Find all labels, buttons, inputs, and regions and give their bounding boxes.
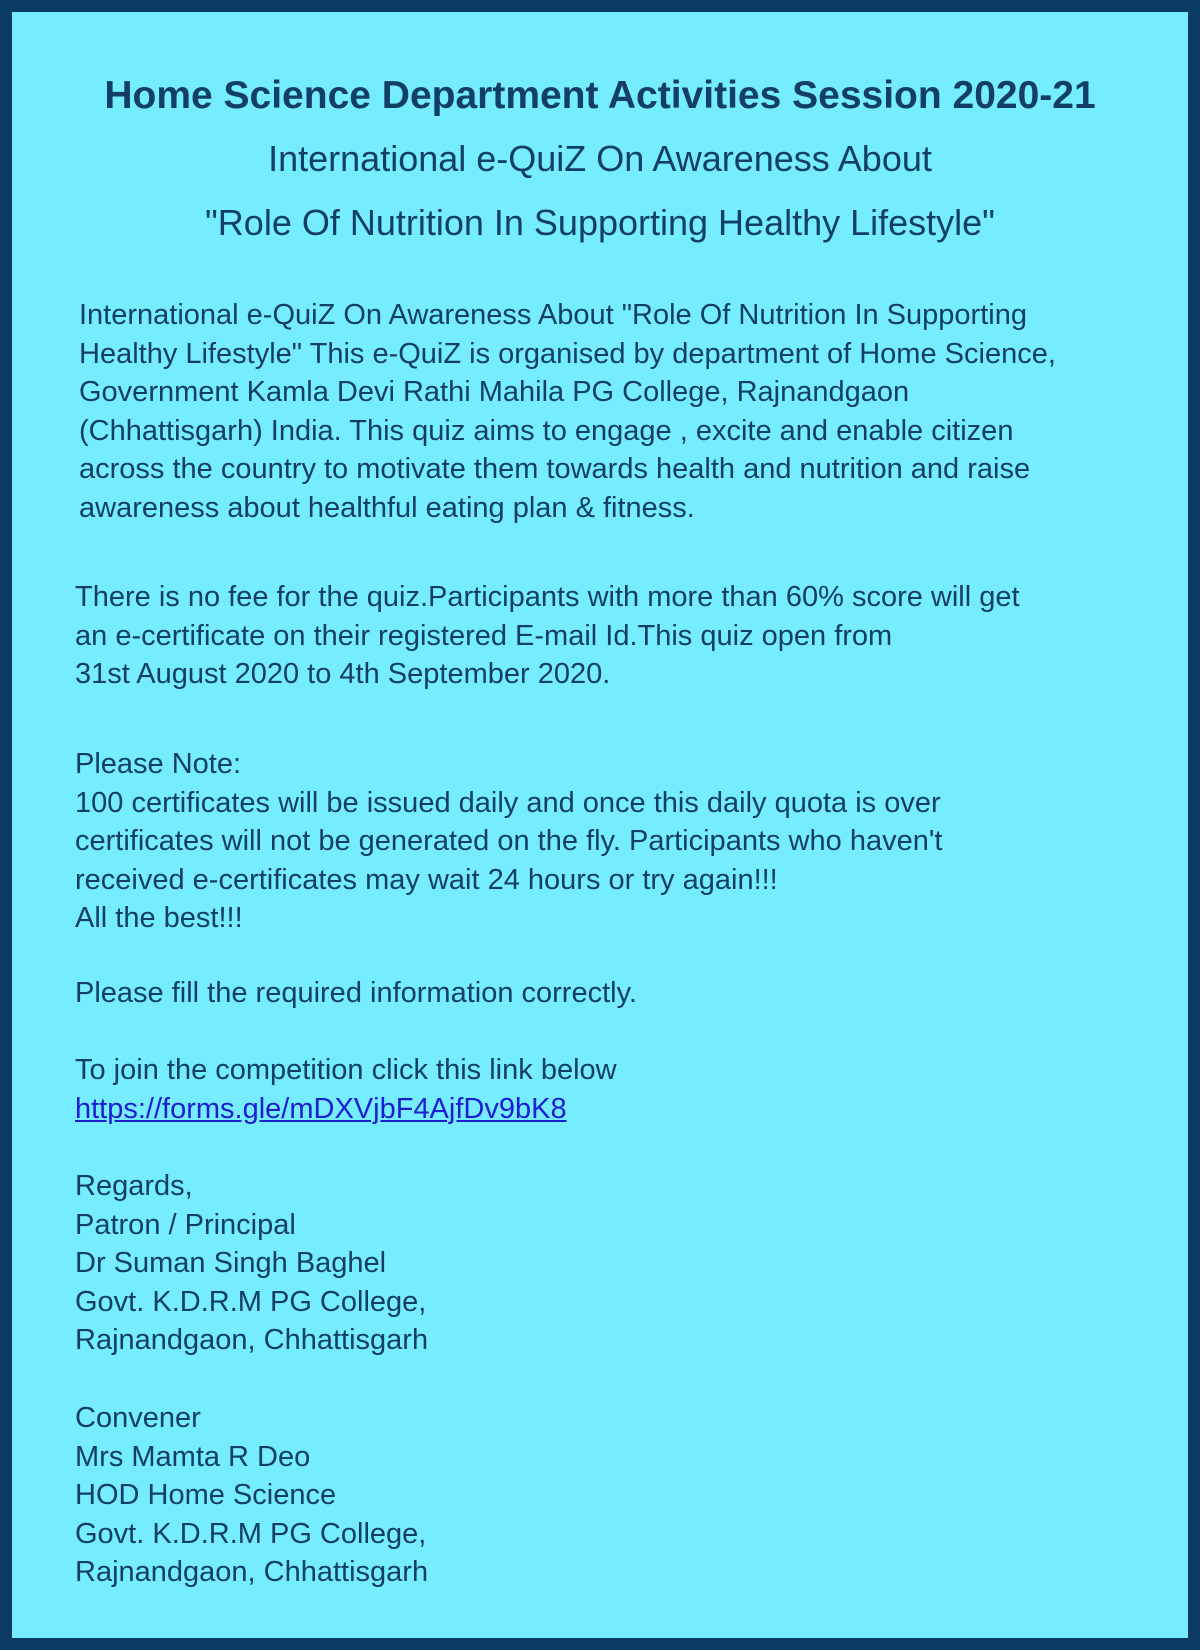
- note-line: received e-certificates may wait 24 hours or try again!!!: [75, 863, 778, 896]
- intro-line: Government Kamla Devi Rathi Mahila PG College, Rajnandgaon: [79, 376, 910, 408]
- fee-paragraph: [75, 578, 1020, 694]
- note-heading: Please Note:: [75, 748, 242, 780]
- intro-line: Healthy Lifestyle" This e-QuiZ is organised by department of Home Science,: [79, 337, 1056, 370]
- join-text: To join the competition click this link below: [75, 1054, 617, 1086]
- fee-line: an e-certificate on their registered E-mail Id.This quiz open from: [75, 619, 893, 652]
- intro-line: (Chhattisgarh) India. This quiz aims to engage , excite and enable citizen: [79, 414, 1014, 447]
- regards-signature: [75, 1167, 428, 1360]
- regards-line: Rajnandgaon, Chhattisgarh: [75, 1324, 429, 1356]
- note-paragraph: [75, 745, 942, 938]
- intro-line: International e-QuiZ On Awareness About "Role Of Nutrition In Supporting: [79, 299, 1027, 331]
- notice-frame: [12, 12, 1188, 1638]
- note-line: certificates will not be generated on the fly. Participants who haven't: [75, 825, 943, 857]
- convener-line: Govt. K.D.R.M PG College,: [75, 1517, 427, 1550]
- subtitle-line-1: International e-QuiZ On Awareness About: [268, 138, 932, 179]
- convener-signature: [75, 1399, 428, 1592]
- page-title: Home Science Department Activities Session 2020-21: [104, 74, 1096, 117]
- regards-line: Regards,: [75, 1170, 193, 1202]
- quiz-form-link[interactable]: https://forms.gle/mDXVjbF4AjfDv9bK8: [75, 1092, 567, 1125]
- intro-line: across the country to motivate them towards health and nutrition and raise: [79, 453, 1031, 485]
- join-section: [75, 1051, 617, 1128]
- fee-line: There is no fee for the quiz.Participants with more than 60% score will get: [75, 581, 1020, 613]
- convener-line: HOD Home Science: [75, 1479, 337, 1511]
- intro-paragraph: [79, 296, 1056, 527]
- fill-instruction: Please fill the required information correctly.: [75, 977, 637, 1009]
- fee-line: 31st August 2020 to 4th September 2020.: [75, 658, 611, 690]
- intro-line: awareness about healthful eating plan & fitness.: [79, 491, 695, 524]
- note-line: All the best!!!: [75, 902, 243, 934]
- convener-line: Convener: [75, 1402, 201, 1434]
- regards-line: Dr Suman Singh Baghel: [75, 1247, 387, 1279]
- regards-line: Govt. K.D.R.M PG College,: [75, 1285, 427, 1318]
- convener-line: Rajnandgaon, Chhattisgarh: [75, 1556, 429, 1588]
- subtitle-line-2: "Role Of Nutrition In Supporting Healthy Lifestyle": [205, 202, 995, 243]
- regards-line: Patron / Principal: [75, 1208, 296, 1241]
- convener-line: Mrs Mamta R Deo: [75, 1440, 311, 1473]
- note-line: 100 certificates will be issued daily and once this daily quota is over: [75, 786, 941, 819]
